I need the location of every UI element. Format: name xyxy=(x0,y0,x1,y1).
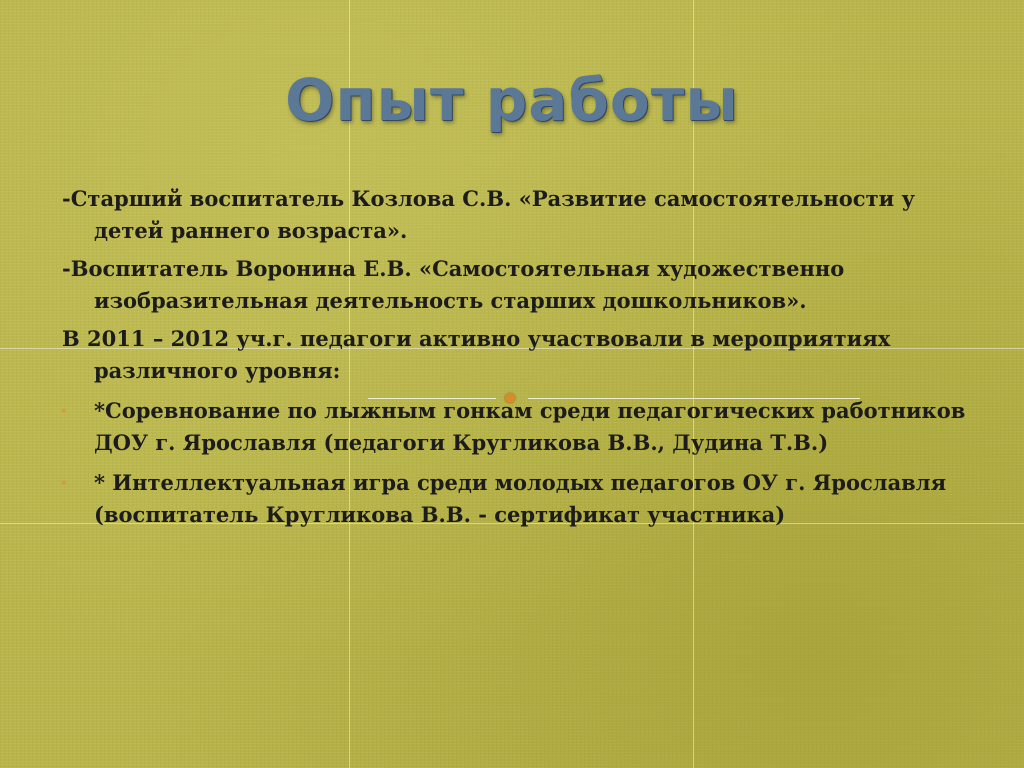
bullet-text: *Соревнование по лыжным гонкам среди педагогических работников ДОУ г. Ярославля (педагоги Кругликова В.В., Дудина Т.В.) xyxy=(94,398,966,455)
paragraph-events-intro: В 2011 – 2012 уч.г. педагоги активно участвовали в мероприятиях различного уровня: xyxy=(62,326,891,383)
bullet-icon: • xyxy=(60,476,68,490)
paragraph-kozlova: -Старший воспитатель Козлова С.В. «Развитие самостоятельности у детей раннего возраста». xyxy=(62,186,915,243)
bullet-icon: • xyxy=(60,404,68,418)
slide-body xyxy=(62,183,982,537)
bullet-text: * Интеллектуальная игра среди молодых педагогов ОУ г. Ярославля (воспитатель Кругликова В.В. - сертификат участника) xyxy=(94,470,947,527)
bullet-item-ski-race xyxy=(62,395,982,459)
paragraph-voronina: -Воспитатель Воронина Е.В. «Самостоятельная художественно изобразительная деятельность старших дошкольников». xyxy=(62,256,845,313)
bullet-item-intellectual-game xyxy=(62,467,982,531)
slide-title: Опыт работы xyxy=(285,66,739,134)
